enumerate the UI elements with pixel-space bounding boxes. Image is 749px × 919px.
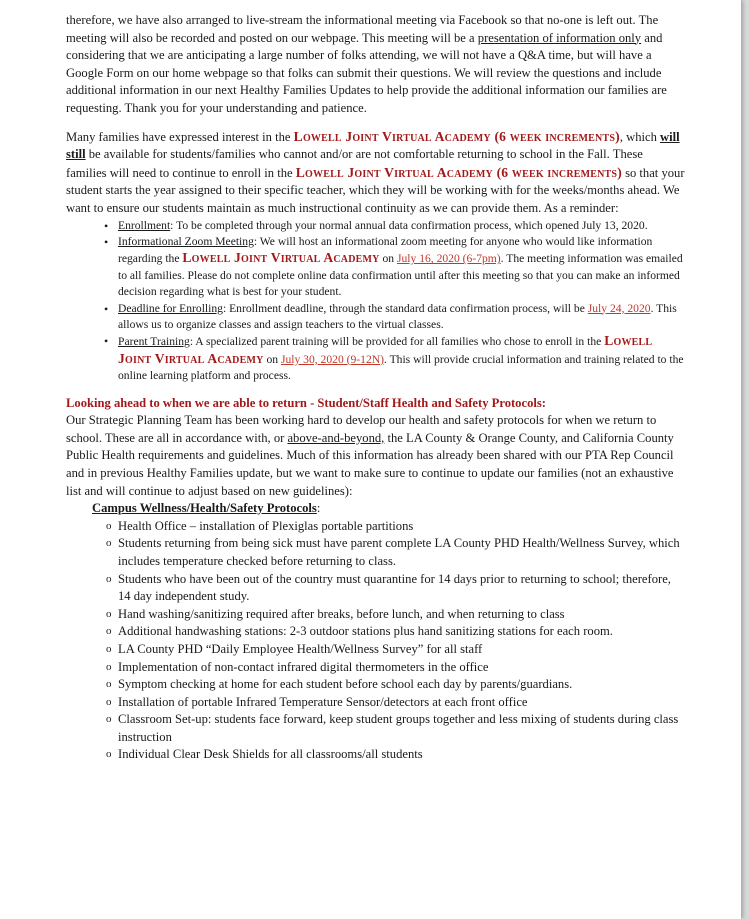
underlined-text: presentation of information only — [477, 30, 642, 45]
text: so that your student starts the year assigned to their specific teacher, which they will be working with for the weeks/months ahead. We want to ensure our students maintain as much instructional continuity as we can provide them. As a reminder: — [66, 165, 685, 215]
list-item — [118, 333, 686, 384]
academy-name: Lowell Joint Virtual Academy — [182, 250, 380, 266]
text: , which — [619, 129, 661, 144]
item-text: . This will provide crucial information and training related to the online learning platform and process. — [118, 352, 684, 383]
item-label: Informational Zoom Meeting — [118, 234, 254, 248]
list-item: o Implementation of non-contact infrared digital thermometers in the office — [118, 659, 686, 677]
academy-name: Lowell Joint Virtual Academy (6 week increments) — [293, 128, 620, 144]
academy-name: Lowell Joint Virtual Academy — [118, 333, 653, 366]
item-text: on — [379, 252, 397, 266]
text: the LA County & Orange County, and California County Public Health requirements and guidelines. Much of this information has already been shared with our PTA Rep Council and in previous Healthy Families update, but we want to make sure to continue to update our families (not an exhaustive list and will continue to adjust based on new guidelines): — [66, 430, 674, 498]
item-text: . The meeting information was emailed to all families. Please do not complete online data confirmation until after this meeting so that you can make an informed decision regarding what is best for your student. — [118, 252, 683, 299]
reminder-list — [66, 218, 686, 385]
list-item: o Students returning from being sick must have parent complete LA County PHD Health/Wellness Survey, which includes temperature checked before returning to class. — [118, 535, 686, 570]
list-item: o Additional handwashing stations: 2-3 outdoor stations plus hand sanitizing stations for each room. — [118, 623, 686, 641]
text: therefore, we have also arranged to live-stream the informational meeting via Facebook so that no-one is left out. The meeting will also be recorded and posted on our webpage. This meeting will be a — [66, 13, 659, 45]
text: and considering that we are anticipating a large number of folks attending, we will not have a Q&A time, but will have a Google Form on our home webpage so that folks can submit their questions. We will review the questions and include additional information in our next Healthy Families Updates to help provide the additional information our families are requesting. Thank you for your understanding and patience. — [66, 30, 667, 115]
list-item — [118, 234, 686, 301]
protocols-list — [66, 518, 686, 764]
list-item — [118, 218, 686, 234]
academy-paragraph — [66, 128, 686, 218]
list-item: o Individual Clear Desk Shields for all classrooms/all students — [118, 746, 686, 764]
section-heading: Looking ahead to when we are able to return - Student/Staff Health and Safety Protocols: — [66, 395, 546, 410]
text: Many families have expressed interest in the — [66, 129, 294, 144]
item-text: : A specialized parent training will be provided for all families who chose to enroll in the — [189, 335, 605, 349]
item-text: on — [263, 352, 281, 366]
item-text: : Enrollment deadline, through the standard data confirmation process, will be — [222, 301, 588, 315]
item-text: : We will host an informational zoom meeting for anyone who would like information regarding the — [118, 234, 653, 266]
subheading — [92, 500, 686, 518]
text: be available for students/families who cannot and/or are not comfortable returning to school in the Fall. These families will need to continue to enroll in the — [66, 147, 643, 180]
date-text: July 16, 2020 (6-7pm) — [396, 252, 501, 266]
text: : — [316, 501, 321, 516]
subheading-label: Campus Wellness/Health/Safety Protocols — [92, 501, 317, 516]
item-label: Deadline for Enrolling — [118, 301, 223, 315]
section-paragraph — [66, 412, 686, 500]
text: Our Strategic Planning Team has been working hard to develop our health and safety protocols for when we return to school. These are all in accordance with, or — [66, 413, 657, 445]
list-item: o Classroom Set-up: students face forward, keep student groups together and less mixing of students during class instruction — [118, 711, 686, 746]
list-item: o Students who have been out of the country must quarantine for 14 days prior to returning to school; therefore, 14 day independent study. — [118, 571, 686, 606]
date-text: July 24, 2020 — [587, 301, 651, 315]
item-label: Enrollment — [118, 218, 171, 232]
list-item: o LA County PHD “Daily Employee Health/Wellness Survey” for all staff — [118, 641, 686, 659]
document-body — [66, 12, 686, 764]
item-text: . This allows us to organize classes and assign teachers to the virtual classes. — [118, 301, 677, 331]
item-label: Parent Training — [118, 335, 190, 349]
list-item: o Symptom checking at home for each student before school each day by parents/guardians. — [118, 676, 686, 694]
academy-name: Lowell Joint Virtual Academy (6 week increments) — [295, 164, 622, 180]
list-item: o Installation of portable Infrared Temperature Sensor/detectors at each front office — [118, 694, 686, 712]
list-item: o Health Office – installation of Plexiglas portable partitions — [118, 518, 686, 536]
list-item: o Hand washing/sanitizing required after breaks, before lunch, and when returning to class — [118, 606, 686, 624]
date-text: July 30, 2020 (9-12N) — [280, 352, 384, 366]
intro-paragraph — [66, 12, 686, 118]
emphasis-text: will still — [66, 129, 680, 162]
list-item — [118, 301, 686, 334]
underlined-text: above-and-beyond, — [287, 430, 385, 445]
item-text: : To be completed through your normal annual data confirmation process, which opened July 13, 2020. — [170, 218, 648, 232]
